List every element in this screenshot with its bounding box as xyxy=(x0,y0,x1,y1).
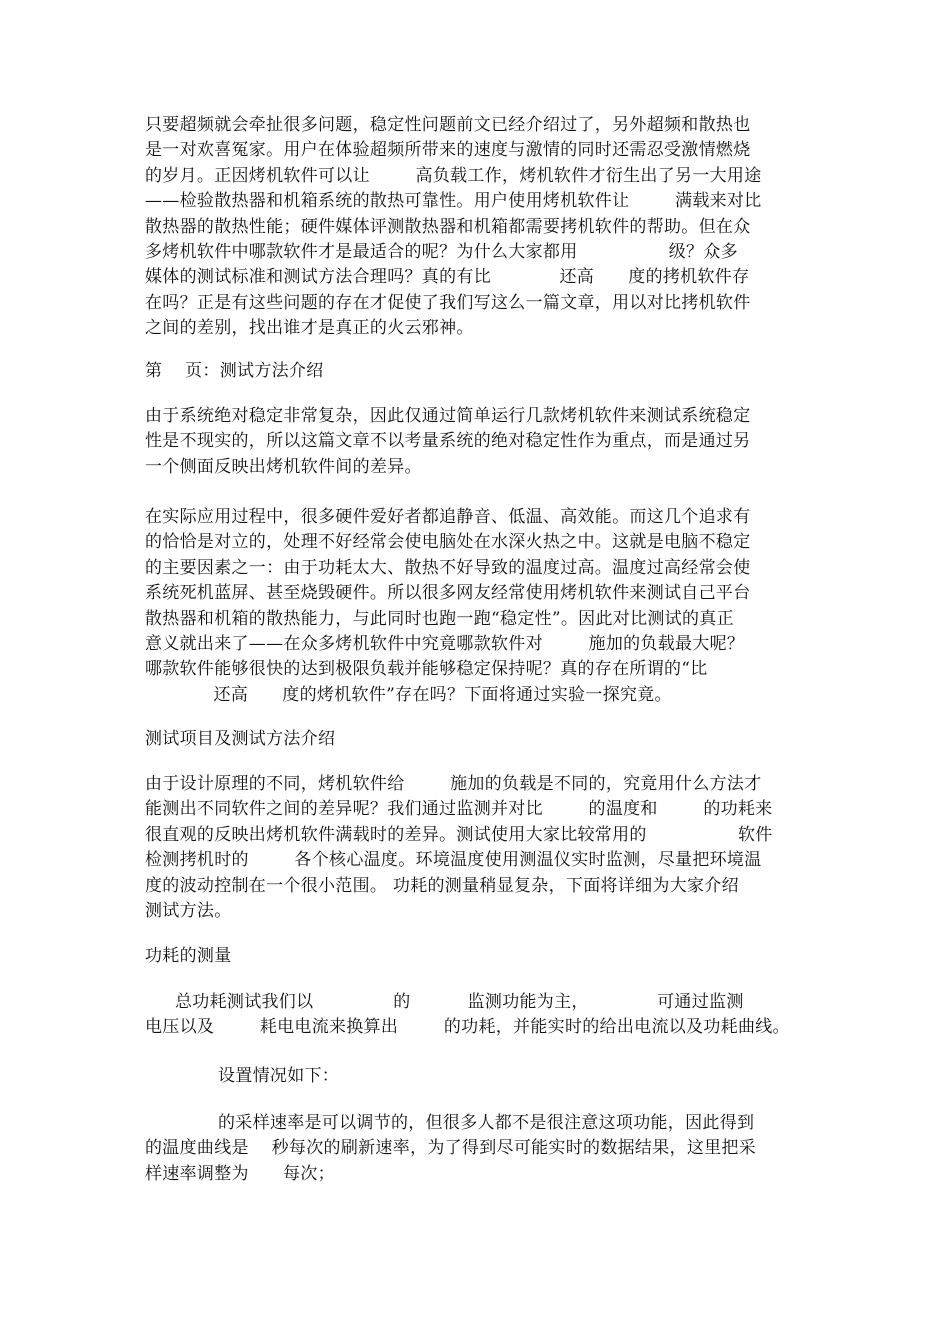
paragraph-application xyxy=(145,505,810,708)
text-line: 媒体的测试标准和测试方法合理吗？真的有比 还高 度的拷机软件存 xyxy=(145,267,750,288)
text-line: 检测拷机时的 各个核心温度。环境温度使用测温仪实时监测，尽量把环境温 xyxy=(145,850,762,871)
text-line: 由于系统绝对稳定非常复杂，因此仅通过简单运行几款烤机软件来测试系统稳定 xyxy=(145,406,751,426)
text-line: 哪款软件能够很快的达到极限负载并能够稳定保持呢？真的存在所谓的“比 xyxy=(145,659,708,680)
text-line: 在吗？正是有这些问题的存在才促使了我们写这么一篇文章，用以对比拷机软件 xyxy=(145,292,751,313)
text-line: 电压以及 耗电电流来换算出 的功耗，并能实时的给出电流以及功耗曲线。 xyxy=(145,1017,790,1038)
section-heading-test-items xyxy=(145,727,810,752)
paragraph-design-principle xyxy=(145,772,810,924)
text-line: 的岁月。正因烤机软件可以让 高负载工作，烤机软件才衍生出了另一大用途 xyxy=(145,165,762,186)
text-line: 的采样速率是可以调节的，但很多人都不是很注意这项功能，因此得到 xyxy=(218,1113,755,1133)
heading-text: 第 页：测试方法介绍 xyxy=(145,361,324,381)
text-line: 度的波动控制在一个很小范围。 功耗的测量稍显复杂，下面将详细为大家介绍 xyxy=(145,875,739,896)
text-line: 散热器的散热性能；硬件媒体评测散热器和机箱都需要拷机软件的帮助。但在众 xyxy=(145,216,751,237)
text-line: 散热器和机箱的散热能力，与此同时也跑一跑“稳定性”。因此对比测试的真正 xyxy=(145,608,734,629)
text-line: 由于设计原理的不同，烤机软件给 施加的负载是不同的，究竟用什么方法才 xyxy=(145,774,762,794)
text-line: 系统死机蓝屏、甚至烧毁硬件。所以很多网友经常使用烤机软件来测试自己平台 xyxy=(145,583,751,604)
text-line: 只要超频就会牵扯很多问题，稳定性问题前文已经介绍过了，另外超频和散热也 xyxy=(145,115,751,135)
text-line: 设置情况如下： xyxy=(218,1066,340,1086)
settings-label xyxy=(145,1064,810,1089)
text-line: 的温度曲线是 秒每次的刷新速率，为了得到尽可能实时的数据结果，这里把采 xyxy=(145,1138,757,1159)
text-line: 总功耗测试我们以 的 监测功能为主， 可通过监测 xyxy=(175,992,744,1012)
text-line: 样速率调整为 每次； xyxy=(145,1163,335,1184)
text-line: 能测出不同软件之间的差异呢？我们通过监测并对比 的温度和 的功耗来 xyxy=(145,799,773,820)
text-line: 多烤机软件中哪款软件才是最适合的呢？为什么大家都用 级？众多 xyxy=(145,241,738,262)
paragraph-sampling xyxy=(145,1111,810,1187)
text-line: 意义就出来了——在众多烤机软件中究竟哪款软件对 施加的负载最大呢？ xyxy=(145,633,745,654)
text-line: 之间的差别，找出谁才是真正的火云邪神。 xyxy=(145,318,474,339)
heading-text: 测试项目及测试方法介绍 xyxy=(145,729,336,749)
text-line: ——检验散热器和机箱系统的散热可靠性。用户使用烤机软件让 满载来对比 xyxy=(145,191,762,212)
text-line: 的恰恰是对立的，处理不好经常会使电脑处在水深火热之中。这就是电脑不稳定 xyxy=(145,532,751,553)
text-line: 一个侧面反映出烤机软件间的差异。 xyxy=(145,456,422,477)
text-line: 很直观的反映出烤机软件满载时的差异。测试使用大家比较常用的 软件 xyxy=(145,824,773,845)
section-heading-test-method xyxy=(145,359,810,384)
text-line: 在实际应用过程中，很多硬件爱好者都追静音、低温、高效能。而这几个追求有 xyxy=(145,507,751,527)
text-line: 是一对欢喜冤家。用户在体验超频所带来的速度与激情的同时还需忍受激情燃烧 xyxy=(145,140,751,161)
text-line: 测试方法。 xyxy=(145,900,232,921)
intro-paragraph xyxy=(145,113,810,342)
heading-text: 功耗的测量 xyxy=(145,946,232,966)
text-line: 性是不现实的，所以这篇文章不以考量系统的绝对稳定性作为重点，而是通过另 xyxy=(145,431,751,452)
section-heading-power xyxy=(145,944,810,969)
paragraph-power-test xyxy=(145,990,810,1041)
text-line: 的主要因素之一：由于功耗太大、散热不好导致的温度过高。温度过高经常会使 xyxy=(145,557,751,578)
text-line: 还高 度的烤机软件”存在吗？下面将通过实验一探究竟。 xyxy=(145,684,672,705)
paragraph-stability xyxy=(145,404,810,480)
